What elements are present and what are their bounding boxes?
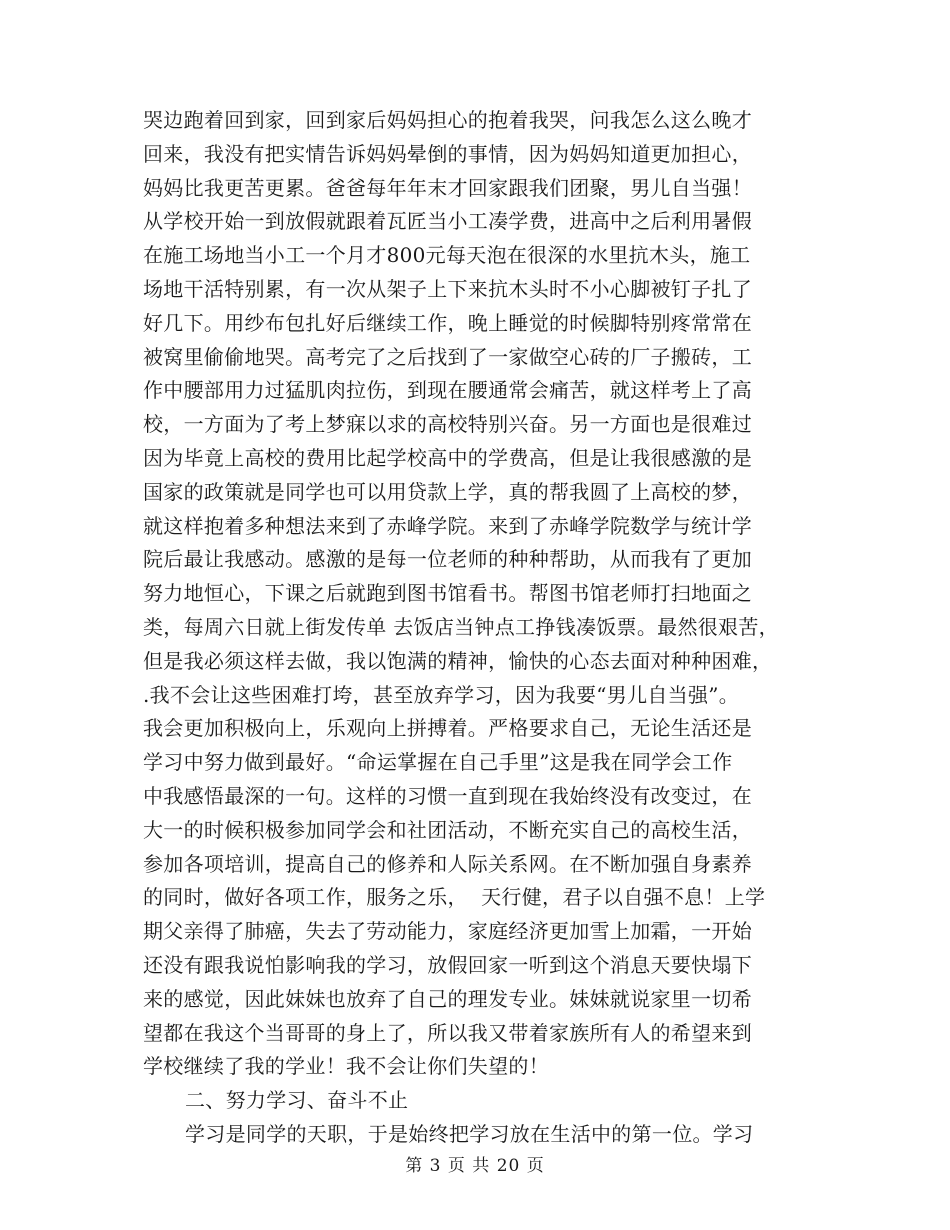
text-line-5: 在施工场地当小工一个月才800元每天泡在很深的水里抗木头，施工 <box>143 243 751 268</box>
text-line-3: 妈妈比我更苦更累。爸爸每年年末才回家跟我们团聚，男儿自当强！ <box>143 175 752 200</box>
text-line-22: 大一的时候积极参加同学会和社团活动，不断充实自己的高校生活， <box>143 817 752 842</box>
text-line-29: 学校继续了我的学业！我不会让你们失望的！ <box>143 1054 549 1079</box>
text-line-11: 因为毕竟上高校的费用比起学校高中的学费高，但是让我很感激的是 <box>143 445 752 470</box>
text-line-24: 的同时，做好各项工作，服务之乐， 天行健，君子以自强不息！上学 <box>143 885 766 910</box>
text-line-20: 学习中努力做到最好。“命运掌握在自己手里”这是我在同学会工作 <box>143 750 733 775</box>
text-line-15: 努力地恒心，下课之后就跑到图书馆看书。帮图书馆老师打扫地面之 <box>143 581 752 606</box>
text-line-12: 国家的政策就是同学也可以用贷款上学，真的帮我圆了上高校的梦， <box>143 479 752 504</box>
text-line-21: 中我感悟最深的一句。这样的习惯一直到现在我始终没有改变过，在 <box>143 783 752 808</box>
text-line-7: 好几下。用纱布包扎好后继续工作，晚上睡觉的时候脚特别疼常常在 <box>143 310 752 335</box>
paragraph-start-line: 学习是同学的天职，于是始终把学习放在生活中的第一位。学习 <box>185 1121 754 1146</box>
text-line-19: 我会更加积极向上，乐观向上拼搏着。严格要求自己，无论生活还是 <box>143 716 752 741</box>
text-line-10: 校，一方面为了考上梦寐以求的高校特别兴奋。另一方面也是很难过 <box>143 412 752 437</box>
text-line-2: 回来，我没有把实情告诉妈妈晕倒的事情，因为妈妈知道更加担心， <box>143 141 752 166</box>
page-footer <box>0 1151 950 1176</box>
text-line-8: 被窝里偷偷地哭。高考完了之后找到了一家做空心砖的厂子搬砖，工 <box>143 344 752 369</box>
text-line-17: 但是我必须这样去做，我以饱满的精神，愉快的心态去面对种种困难， <box>143 648 773 673</box>
text-line-14: 院后最让我感动。感激的是每一位老师的种种帮助，从而我有了更加 <box>143 547 752 572</box>
text-line-28: 望都在我这个当哥哥的身上了，所以我又带着家族所有人的希望来到 <box>143 1020 752 1045</box>
page-number-label: 第 3 页 共 20 页 <box>405 1156 545 1176</box>
text-line-27: 来的感觉，因此妹妹也放弃了自己的理发专业。妹妹就说家里一切希 <box>143 986 752 1011</box>
text-line-25: 期父亲得了肺癌，失去了劳动能力，家庭经济更加雪上加霜，一开始 <box>143 919 752 944</box>
text-line-6: 场地干活特别累，有一次从架子上下来抗木头时不小心脚被钉子扎了 <box>143 276 752 301</box>
text-line-4: 从学校开始一到放假就跟着瓦匠当小工凑学费，进高中之后利用暑假 <box>143 209 752 234</box>
text-line-26: 还没有跟我说怕影响我的学习，放假回家一听到这个消息天要快塌下 <box>143 952 752 977</box>
text-line-16: 类，每周六日就上街发传单 去饭店当钟点工挣钱凑饭票。最然很艰苦， <box>143 614 779 639</box>
text-line-13: 就这样抱着多种想法来到了赤峰学院。来到了赤峰学院数学与统计学 <box>143 513 752 538</box>
text-line-9: 作中腰部用力过猛肌肉拉伤，到现在腰通常会痛苦，就这样考上了高 <box>143 378 752 403</box>
text-line-18: .我不会让这些困难打垮，甚至放弃学习，因为我要“男儿自当强”。 <box>143 682 740 707</box>
text-line-23: 参加各项培训，提高自己的修养和人际关系网。在不断加强自身素养 <box>143 851 752 876</box>
section-heading: 二、努力学习、奋斗不止 <box>185 1088 409 1113</box>
text-line-1: 哭边跑着回到家，回到家后妈妈担心的抱着我哭，问我怎么这么晚才 <box>143 108 752 132</box>
body-text <box>143 104 813 1152</box>
